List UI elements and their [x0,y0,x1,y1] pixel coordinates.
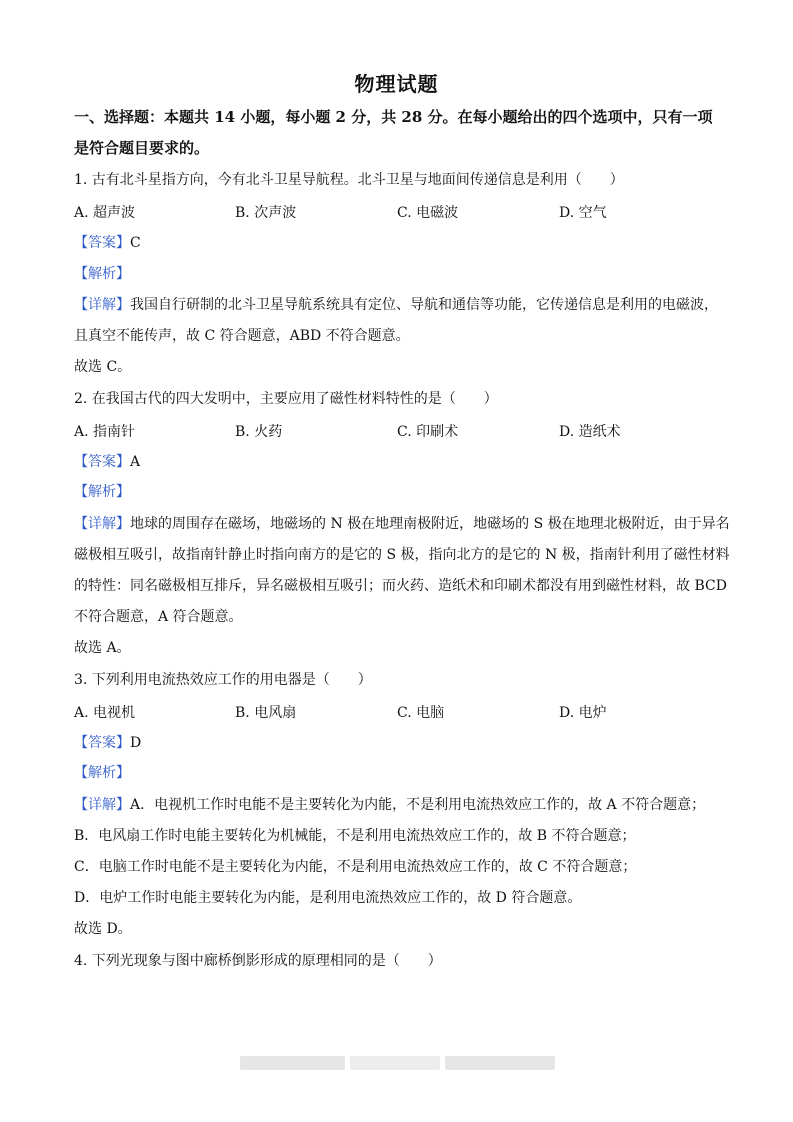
q2-option-a: A. 指南针 [74,424,136,440]
q3-answer-value: D [130,735,142,751]
q3-analysis-label: 【解析】 [74,765,130,781]
q3-option-c: C. 电脑 [397,705,445,721]
q2-option-c: C. 印刷术 [397,424,459,440]
q2-answer-line [74,452,140,472]
q3-detail-line-1 [74,795,705,815]
question-2-stem: 2. 在我国古代的四大发明中，主要应用了磁性材料特性的是（ ） [74,391,498,407]
q2-detail-line-2: 磁极相互吸引，故指南针静止时指向南方的是它的 S 极，指向北方的是它的 N 极，指南针利用了磁性材料 [74,547,730,563]
detail-label: 【详解】 [74,797,130,813]
q2-detail-line-1 [74,514,730,534]
question-1-stem: 1. 古有北斗星指方向，今有北斗卫星导航程。北斗卫星与地面间传递信息是利用（ ） [74,172,624,188]
q1-detail-text-1: 我国自行研制的北斗卫星导航系统具有定位、导航和通信等功能，它传递信息是利用的电磁波， [130,297,718,313]
q2-option-b: B. 火药 [235,424,283,440]
q3-option-b: B. 电风扇 [235,705,297,721]
q2-analysis-label: 【解析】 [74,484,130,500]
q1-detail-line-1 [74,295,718,315]
q3-detail-line-2: B．电风扇工作时电能主要转化为机械能，不是利用电流热效应工作的，故 B 不符合题意； [74,828,636,844]
q2-option-d: D. 造纸术 [559,424,621,440]
detail-label: 【详解】 [74,297,130,313]
q2-detail-line-4: 不符合题意，A 符合题意。 [74,609,243,625]
q1-answer-line [74,233,141,253]
q2-detail-line-3: 的特性：同名磁极相互排斥，异名磁极相互吸引；而火药、造纸术和印刷术都没有用到磁性材料，故 BCD [74,578,727,594]
q3-option-a: A. 电视机 [74,705,136,721]
q1-detail-line-2: 且真空不能传声，故 C 符合题意，ABD 不符合题意。 [74,328,410,344]
page-title: 物理试题 [354,72,439,96]
answer-label: 【答案】 [74,735,130,751]
q3-detail-line-4: D．电炉工作时电能主要转化为内能，是利用电流热效应工作的，故 D 符合题意。 [74,890,582,906]
answer-label: 【答案】 [74,235,130,251]
q1-answer-value: C [130,235,141,251]
question-3-stem: 3. 下列利用电流热效应工作的用电器是（ ） [74,672,372,688]
q1-option-b: B. 次声波 [235,205,297,221]
section-heading: 一、选择题：本题共 14 小题，每小题 2 分，共 28 分。在每小题给出的四个选项中，只有一项是符合题目要求的。 [74,108,713,157]
q3-answer-line [74,733,141,753]
q1-analysis-label: 【解析】 [74,266,130,282]
q2-detail-text-1: 地球的周围存在磁场，地磁场的 N 极在地理南极附近，地磁场的 S 极在地理北极附近，由于异名 [130,516,730,532]
q2-answer-value: A [130,454,141,470]
q3-detail-line-3: C．电脑工作时电能不是主要转化为内能，不是利用电流热效应工作的，故 C 不符合题意； [74,859,637,875]
q2-conclusion: 故选 A。 [74,640,131,656]
detail-label: 【详解】 [74,516,130,532]
q1-conclusion: 故选 C。 [74,359,132,375]
q1-option-c: C. 电磁波 [397,205,459,221]
q3-option-d: D. 电炉 [559,705,607,721]
q3-detail-text-1: A．电视机工作时电能不是主要转化为内能，不是利用电流热效应工作的，故 A 不符合题意； [130,797,706,813]
q1-option-a: A. 超声波 [74,205,136,221]
q1-option-d: D. 空气 [559,205,607,221]
answer-label: 【答案】 [74,454,130,470]
q3-conclusion: 故选 D。 [74,921,132,937]
question-4-stem: 4. 下列光现象与图中廊桥倒影形成的原理相同的是（ ） [74,953,442,969]
